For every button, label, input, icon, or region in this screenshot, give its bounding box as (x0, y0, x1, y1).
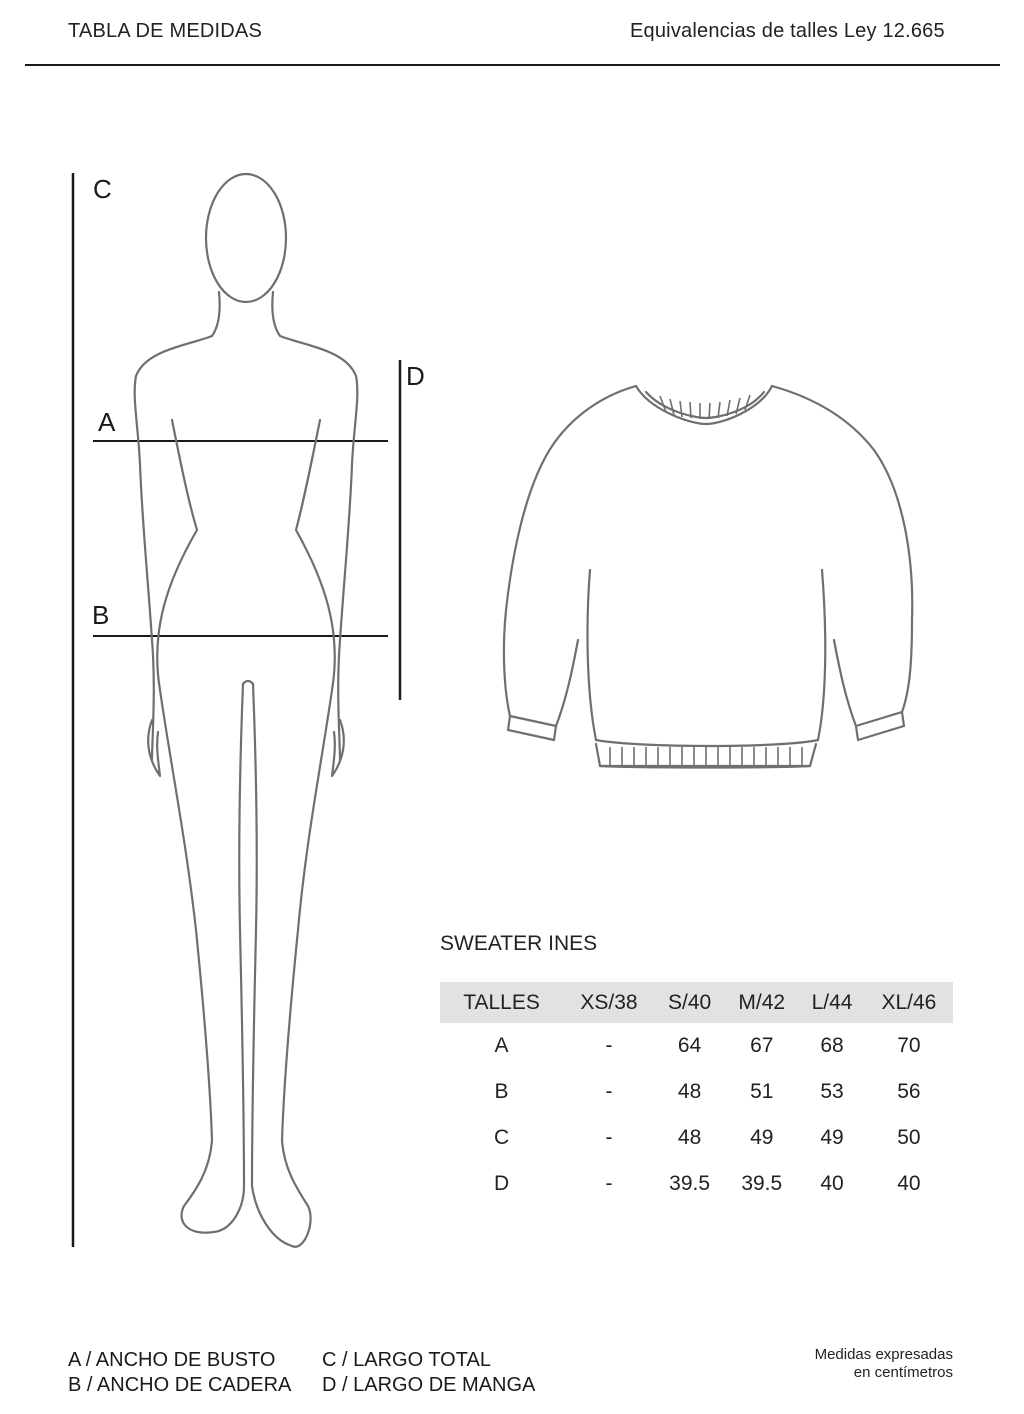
table-cell: 40 (897, 1172, 921, 1195)
label-c: C (93, 174, 112, 204)
table-row (440, 1069, 953, 1115)
header-talles: TALLES (463, 990, 540, 1014)
row-label: D (493, 1172, 510, 1195)
table-cell: 68 (820, 1034, 844, 1057)
table-title: SWEATER INES (440, 932, 598, 955)
size-table (440, 982, 953, 1207)
units-note-line1: Medidas expresadas (814, 1346, 953, 1363)
table-cell: 51 (750, 1080, 774, 1103)
header-l: L/44 (811, 990, 853, 1014)
header-m: M/42 (738, 990, 786, 1014)
header-s: S/40 (668, 990, 712, 1014)
row-label: C (493, 1126, 510, 1149)
table-cell: 67 (750, 1034, 774, 1057)
page-subtitle: Equivalencias de talles Ley 12.665 (630, 20, 945, 42)
row-label: B (494, 1080, 509, 1103)
legend-b: B / ANCHO DE CADERA (68, 1374, 292, 1396)
table-cell: 53 (820, 1080, 844, 1103)
label-b: B (92, 600, 110, 630)
table-cell: 56 (897, 1080, 921, 1103)
table-cell: 49 (750, 1126, 774, 1149)
label-d: D (406, 361, 425, 391)
sweater-ribbing (610, 395, 802, 765)
table-cell: - (605, 1034, 613, 1057)
legend-left (68, 1348, 291, 1398)
row-label: A (494, 1034, 509, 1057)
units-note-line2: en centímetros (853, 1364, 953, 1381)
legend-a: A / ANCHO DE BUSTO (68, 1349, 276, 1371)
legend-right (322, 1348, 535, 1398)
legend-c: C / LARGO TOTAL (322, 1349, 491, 1371)
header-xl: XL/46 (881, 990, 937, 1014)
table-cell: 39.5 (741, 1172, 783, 1195)
units-note (815, 1346, 953, 1382)
table-header-row (440, 982, 953, 1023)
table-cell: 39.5 (669, 1172, 711, 1195)
table-row (440, 1161, 953, 1207)
page-title: TABLA DE MEDIDAS (68, 20, 262, 42)
label-a: A (98, 407, 116, 437)
table-cell: 40 (820, 1172, 844, 1195)
header-xs: XS/38 (580, 990, 638, 1014)
legend-d: D / LARGO DE MANGA (322, 1374, 536, 1396)
table-cell: 49 (820, 1126, 844, 1149)
table-row (440, 1115, 953, 1161)
table-cell: 48 (677, 1080, 702, 1103)
table-cell: 70 (897, 1034, 921, 1057)
table-row (440, 1023, 953, 1069)
table-cell: - (605, 1126, 613, 1149)
sweater-outline (504, 386, 912, 768)
table-cell: - (605, 1172, 613, 1195)
table-cell: 64 (677, 1034, 702, 1057)
table-cell: - (605, 1080, 613, 1103)
mannequin-outline (135, 174, 358, 1247)
table-cell: 50 (897, 1126, 921, 1149)
table-cell: 48 (677, 1126, 702, 1149)
